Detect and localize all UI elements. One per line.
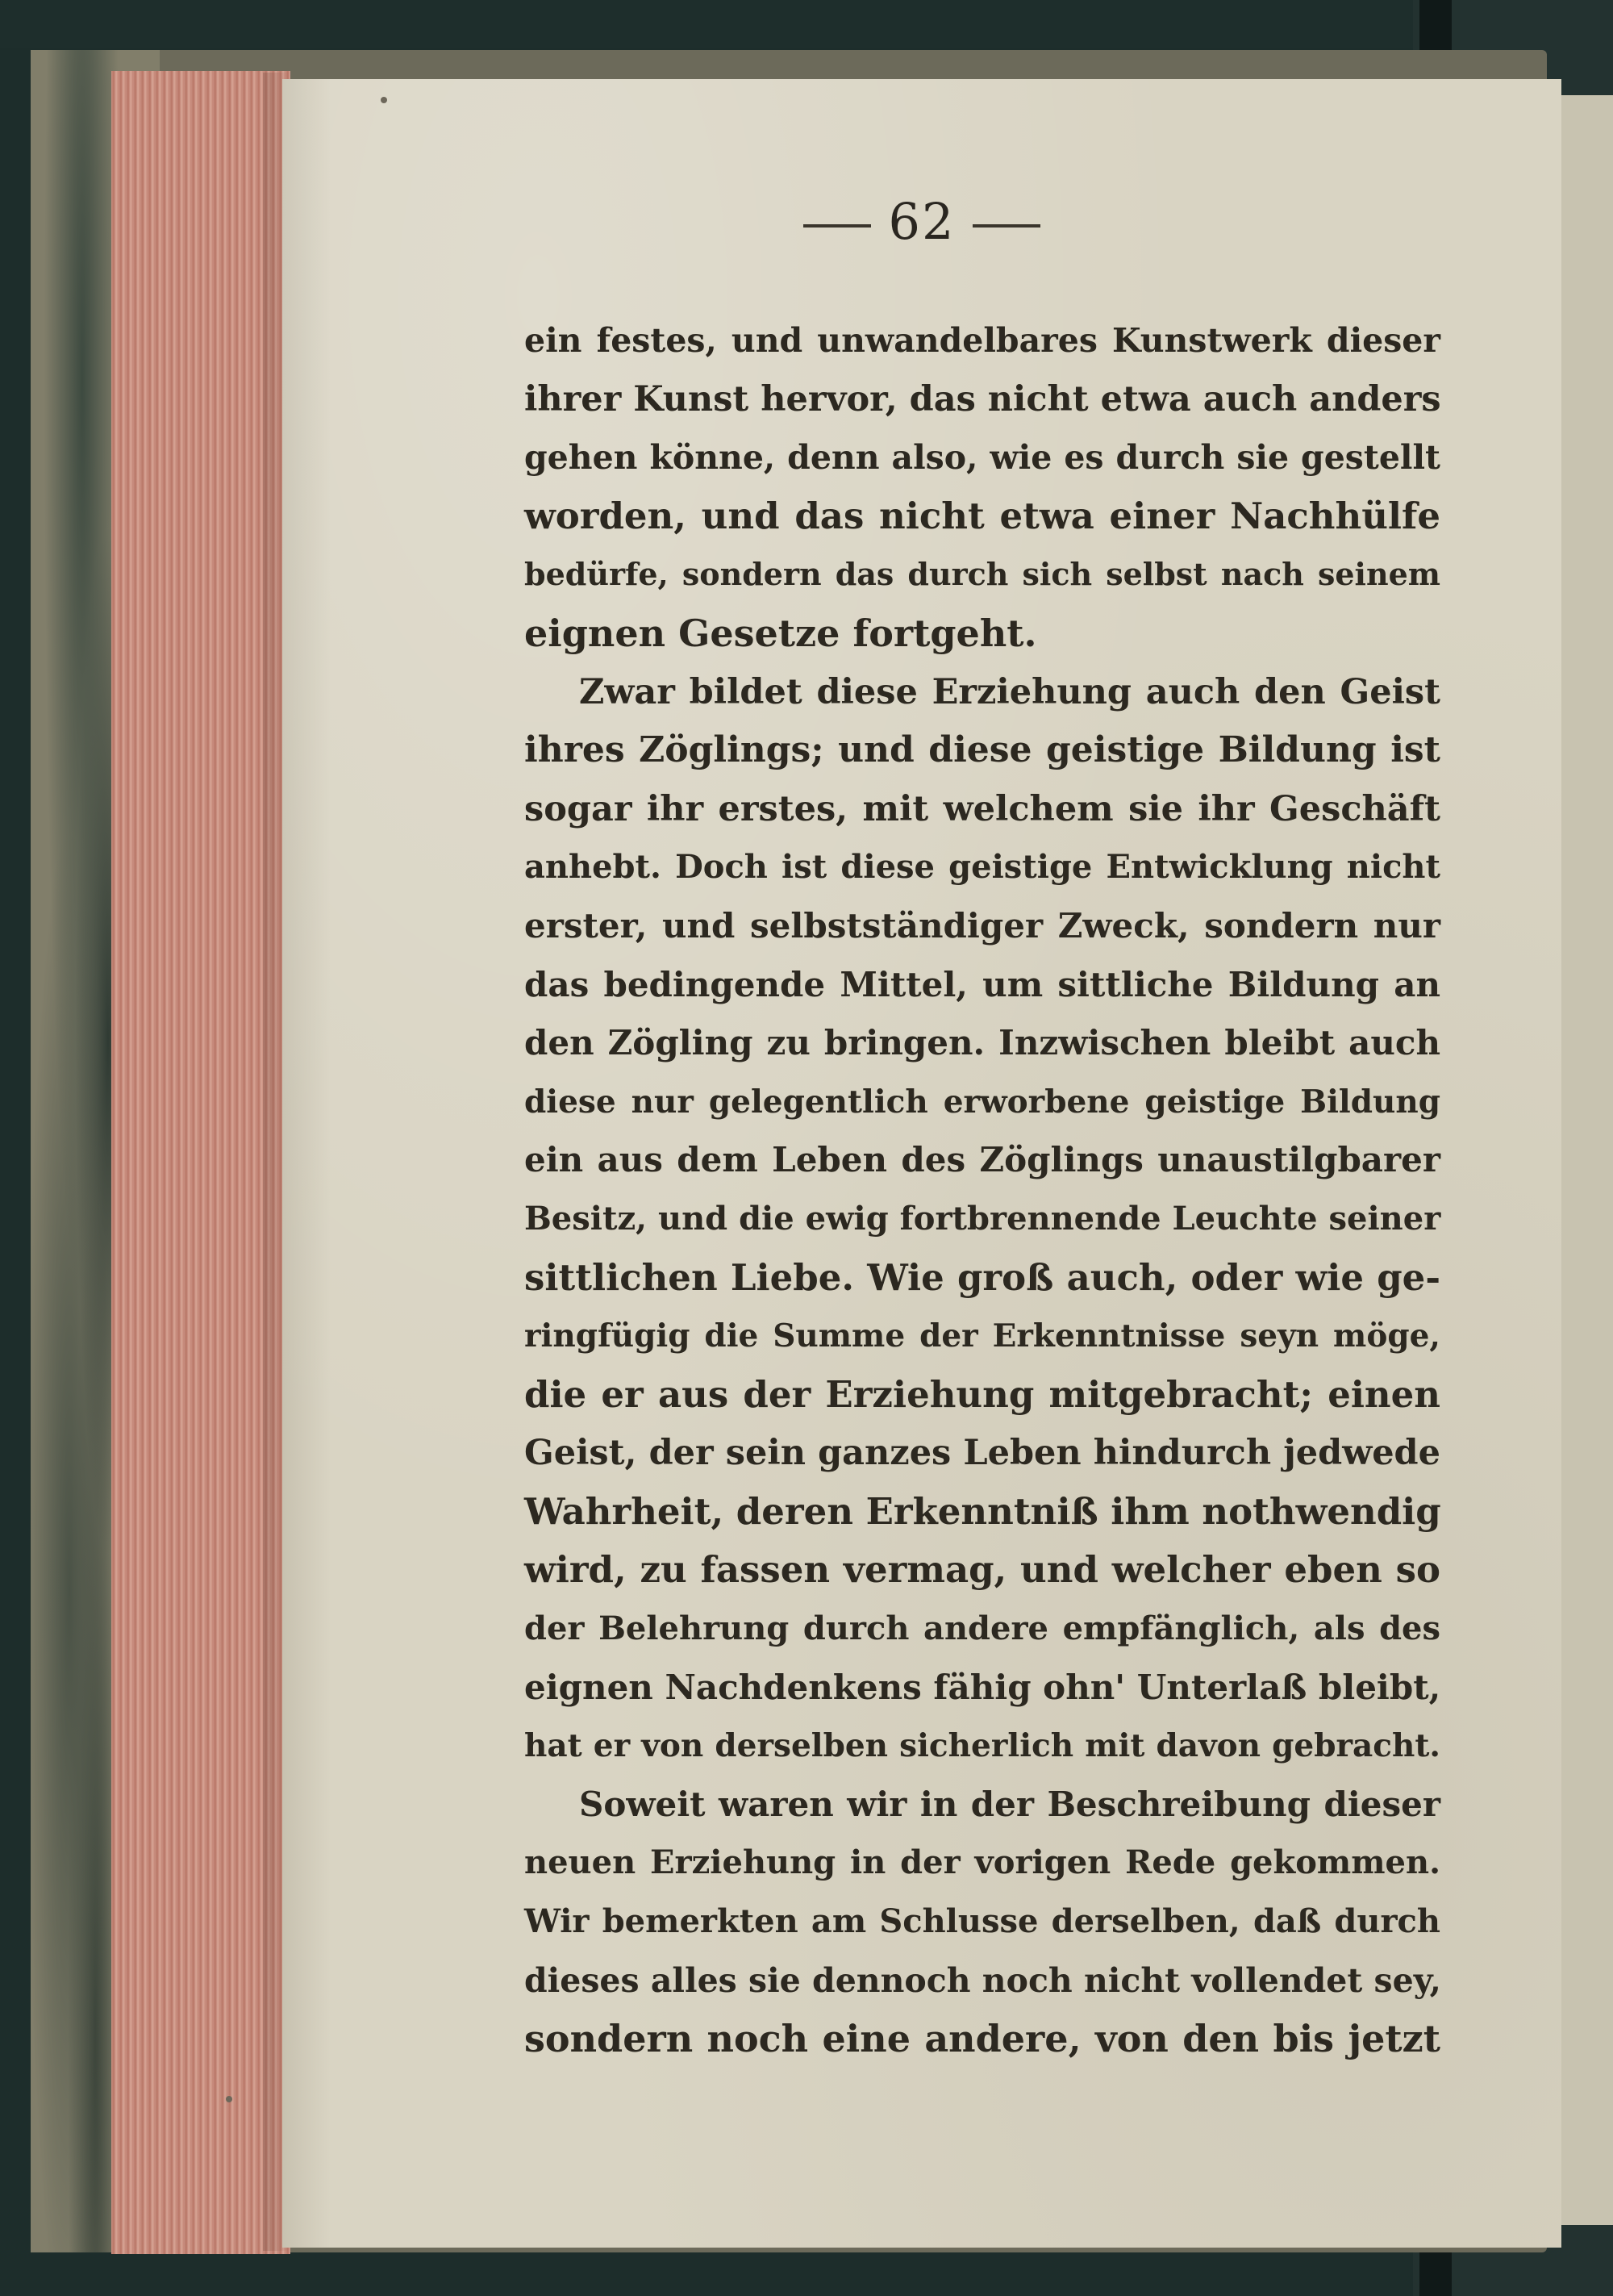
left-dash	[803, 224, 871, 228]
text-line: Geist, der sein ganzes Leben hindurch jedwede	[524, 1433, 1440, 1474]
backdrop	[0, 0, 1613, 48]
text-line: das bedingende Mittel, um sittliche Bildung an	[524, 964, 1440, 1004]
text-line: gehen könne, denn also, wie es durch sie gestellt	[524, 438, 1440, 478]
text-line: ringfügig die Summe der Erkenntnisse seyn möge,	[524, 1317, 1440, 1355]
text-line: ein aus dem Leben des Zöglings unaustilgbarer	[524, 1140, 1440, 1180]
text-line: die er aus der Erziehung mitgebracht; einen	[524, 1372, 1440, 1416]
text-line: anhebt. Doch ist diese geistige Entwicklung nicht	[524, 848, 1440, 887]
book-page	[282, 79, 1561, 2248]
text-line: Wir bemerkten am Schlusse derselben, daß durch	[524, 1902, 1440, 1941]
page-number: 62	[888, 192, 956, 251]
text-line: Soweit waren wir in der Beschreibung dieser	[579, 1784, 1440, 1824]
text-line: sogar ihr erstes, mit welchem sie ihr Geschäft	[524, 788, 1440, 829]
text-line: den Zögling zu bringen. Inzwischen bleibt auch	[524, 1023, 1440, 1063]
text-line: dieses alles sie dennoch noch nicht vollendet sey,	[524, 1960, 1441, 2000]
text-line: ihres Zöglings; und diese geistige Bildung ist	[524, 729, 1440, 771]
text-line: erster, und selbstständiger Zweck, sondern nur	[524, 905, 1440, 946]
text-line: eignen Gesetze fortgeht.	[524, 611, 1037, 655]
text-line: worden, und das nicht etwa einer Nachhülfe	[524, 494, 1440, 537]
text-line: hat er von derselben sicherlich mit davon gebracht.	[524, 1727, 1440, 1765]
text-line: bedürfe, sondern das durch sich selbst nach seinem	[524, 556, 1440, 593]
text-line: wird, zu fassen vermag, und welcher eben so	[524, 1548, 1440, 1592]
text-line: ihrer Kunst hervor, das nicht etwa auch anders	[524, 378, 1441, 420]
text-line: eignen Nachdenkens fähig ohn' Unterlaß bleibt,	[524, 1667, 1441, 1707]
text-line: neuen Erziehung in der vorigen Rede gekommen.	[524, 1843, 1440, 1882]
body-text	[524, 311, 1440, 2068]
text-line: diese nur gelegentlich erworbene geistige Bildung	[524, 1083, 1440, 1121]
facing-page-edge	[1561, 95, 1613, 2225]
text-line: sittlichen Liebe. Wie groß auch, oder wie ge-	[524, 1255, 1440, 1299]
text-line: ein festes, und unwandelbares Kunstwerk dieser	[524, 321, 1440, 360]
text-line: Zwar bildet diese Erziehung auch den Geist	[579, 671, 1440, 712]
paper-speck	[381, 97, 387, 103]
text-line: Besitz, und die ewig fortbrennende Leuchte seiner	[524, 1199, 1441, 1238]
paper-speck	[226, 2096, 232, 2102]
page-number-header	[282, 192, 1561, 251]
text-line: sondern noch eine andere, von den bis jetzt	[524, 2017, 1440, 2061]
text-line: der Belehrung durch andere empfänglich, als des	[524, 1609, 1440, 1648]
text-line: Wahrheit, deren Erkenntniß ihm nothwendig	[524, 1489, 1441, 1533]
right-dash	[973, 224, 1040, 228]
